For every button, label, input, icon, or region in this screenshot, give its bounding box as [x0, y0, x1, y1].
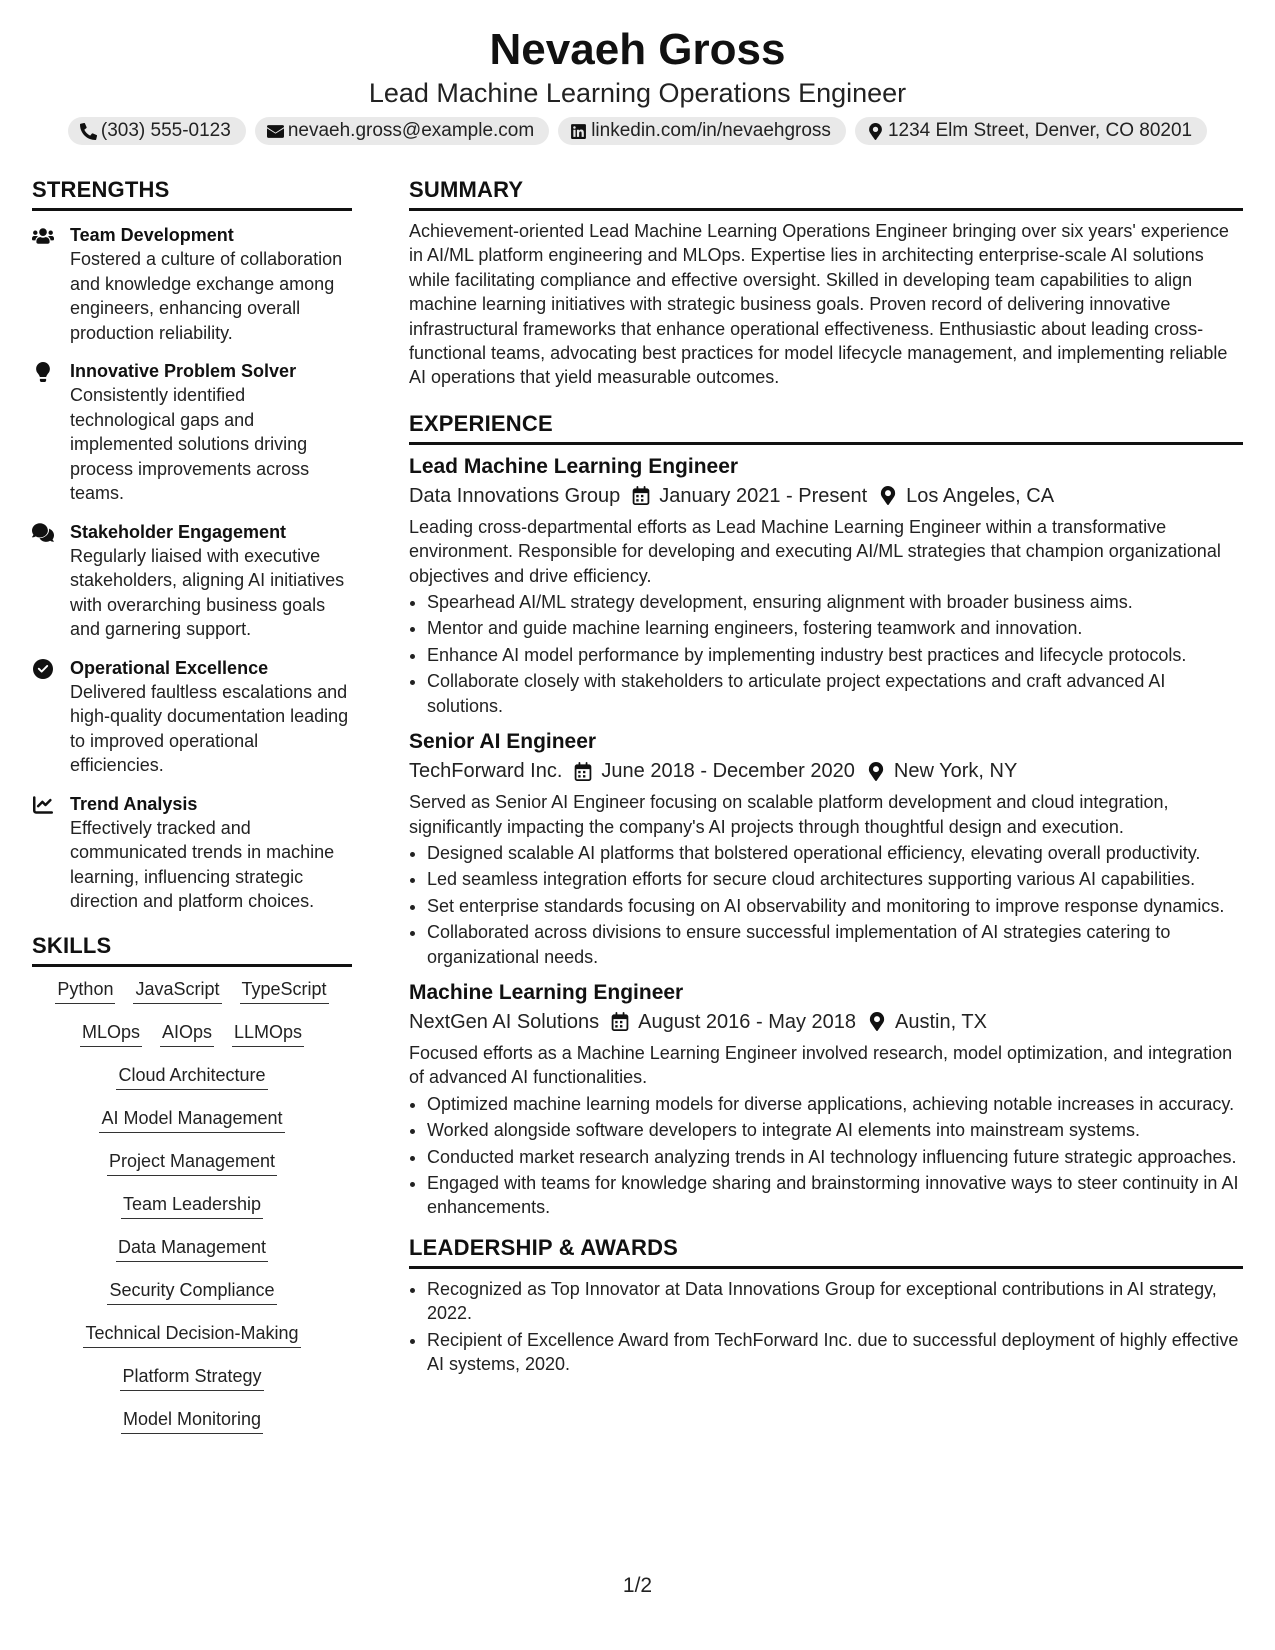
candidate-title: Lead Machine Learning Operations Engineer: [368, 78, 907, 108]
job-bullet: • Engaged with teams for knowledge sharing and brainstorming innovative ways to steer continuity in AI enhancements.: [427, 1171, 1243, 1220]
strength-item: [32, 359, 352, 506]
job-description: Leading cross-departmental efforts as Lead Machine Learning Engineer within a transformative environment. Responsible for developing and executing AI/ML strategies that champion organizational objectives and drive efficiency.: [409, 516, 1221, 586]
job-dates: June 2018 - December 2020: [601, 760, 855, 783]
map-pin-icon: [868, 1012, 886, 1031]
map-pin-icon: [867, 762, 885, 781]
skill-tag: Team Leadership: [121, 1192, 263, 1219]
skills-heading: SKILLS: [32, 932, 352, 967]
skill-tag: Python: [55, 977, 115, 1004]
job-location: New York, NY: [893, 760, 1018, 783]
skill-tag: Technical Decision-Making: [83, 1321, 300, 1348]
skill-tag: Data Management: [116, 1235, 268, 1262]
job-bullet: • Set enterprise standards focusing on AI observability and monitoring to improve response dynamics.: [427, 894, 1243, 918]
calendar-icon: [611, 1012, 629, 1031]
skill-tag: Security Compliance: [107, 1278, 276, 1305]
awards-heading: LEADERSHIP & AWARDS: [409, 1234, 1243, 1269]
check-circle-icon: [32, 659, 54, 679]
strength-item: [32, 520, 352, 642]
job-location: Austin, TX: [895, 1010, 987, 1033]
calendar-icon: [574, 762, 592, 781]
job-description: Served as Senior AI Engineer focusing on scalable platform development and cloud integration, significantly impacting the company's AI projects through thoughtful design and execution.: [409, 792, 1169, 837]
job-bullet: • Designed scalable AI platforms that bolstered operational efficiency, elevating overall productivity.: [427, 841, 1243, 865]
job-description: Focused efforts as a Machine Learning Engineer involved research, model optimization, and integration of advanced AI functionalities.: [409, 1042, 1233, 1088]
strengths-list: [32, 223, 352, 914]
job-company: TechForward Inc.: [409, 760, 563, 783]
strength-title: Team Development: [70, 225, 234, 245]
job-dates: August 2016 - May 2018: [638, 1010, 857, 1033]
skill-tag: Model Monitoring: [121, 1407, 263, 1434]
job-title: Senior AI Engineer: [409, 730, 597, 754]
job-company: NextGen AI Solutions: [409, 1010, 600, 1033]
contact-phone-text: (303) 555-0123: [100, 120, 231, 141]
job-bullet: • Led seamless integration efforts for secure cloud architectures supporting various AI capabilities.: [427, 867, 1243, 891]
summary-heading: SUMMARY: [409, 176, 1243, 211]
skill-tag: Cloud Architecture: [116, 1063, 267, 1090]
comments-icon: [32, 523, 54, 543]
resume-header: [0, 0, 1275, 145]
users-icon: [32, 226, 54, 246]
chart-line-icon: [32, 795, 54, 815]
skill-tag: LLMOps: [232, 1020, 304, 1047]
skill-tag: JavaScript: [133, 977, 221, 1004]
strength-item: [32, 656, 352, 778]
skill-tag: TypeScript: [240, 977, 329, 1004]
strength-title: Trend Analysis: [70, 793, 198, 814]
strengths-heading: STRENGTHS: [32, 176, 352, 211]
strength-title: Innovative Problem Solver: [70, 361, 297, 381]
job-meta: [409, 756, 1243, 786]
job-bullet: • Optimized machine learning models for diverse applications, achieving notable increases in accuracy.: [427, 1092, 1243, 1116]
job-bullet: • Collaborate closely with stakeholders to articulate project expectations and craft advanced AI solutions.: [427, 669, 1243, 718]
calendar-icon: [632, 486, 650, 505]
skill-tag: AIOps: [160, 1020, 214, 1047]
map-pin-icon: [879, 486, 897, 505]
contact-email[interactable]: [255, 117, 549, 145]
award-item: • Recipient of Excellence Award from TechForward Inc. due to successful deployment of highly effective AI systems, 2020.: [427, 1328, 1243, 1377]
strength-title: Operational Excellence: [70, 657, 269, 678]
strength-text: Effectively tracked and communicated trends in machine learning, influencing strategic direction and platform choices.: [70, 817, 335, 911]
job-entry: [409, 728, 1243, 969]
contact-address: [855, 117, 1207, 145]
envelope-icon: [267, 123, 284, 140]
experience-heading: EXPERIENCE: [409, 410, 1243, 445]
left-column: [32, 176, 352, 1450]
phone-icon: [80, 123, 97, 140]
job-bullet: • Enhance AI model performance by implementing industry best practices and lifecycle protocols.: [427, 643, 1243, 667]
contact-phone[interactable]: [68, 117, 246, 145]
right-column: [409, 176, 1243, 1450]
strength-item: [32, 792, 352, 914]
job-bullet: • Conducted market research analyzing trends in AI technology influencing future strategic approaches.: [427, 1145, 1243, 1169]
job-meta: [409, 1007, 1243, 1037]
skills-list: [32, 977, 352, 1434]
contact-email-text: nevaeh.gross@example.com: [287, 120, 535, 141]
job-bullets: [409, 590, 1243, 718]
skill-tag: AI Model Management: [99, 1106, 284, 1133]
award-item: • Recognized as Top Innovator at Data Innovations Group for exceptional contributions in AI strategy, 2022.: [427, 1277, 1243, 1326]
job-dates: January 2021 - Present: [659, 484, 868, 507]
strength-item: [32, 223, 352, 345]
strength-title: Stakeholder Engagement: [70, 521, 287, 542]
skill-tag: MLOps: [80, 1020, 142, 1047]
job-entry: [409, 979, 1243, 1220]
job-bullet: • Mentor and guide machine learning engineers, fostering teamwork and innovation.: [427, 616, 1243, 640]
summary-text: Achievement-oriented Lead Machine Learning Operations Engineer bringing over six years' experience in AI/ML platform engineering and MLOps. Expertise lies in architecting enterprise-scale AI solutions while facilitating compliance and effective oversight. Skilled in developing team capabilities to align machine learning initiatives with strategic business goals. Proven record of delivering innovative infrastructural frameworks that enhance operational effectiveness. Enthusiastic about leading cross-functional teams, advocating best practices for model lifecycle management, and implementing reliable AI operations that yield measurable outcomes.: [409, 221, 1229, 388]
job-title: Lead Machine Learning Engineer: [409, 454, 739, 478]
job-company: Data Innovations Group: [409, 484, 621, 507]
strength-text: Consistently identified technological gaps and implemented solutions driving process improvements across teams.: [70, 385, 310, 503]
strength-text: Regularly liaised with executive stakeholders, aligning AI initiatives with overarching business goals and garnering support.: [70, 545, 345, 639]
candidate-name: Nevaeh Gross: [489, 25, 786, 74]
job-entry: [409, 453, 1243, 718]
job-title: Machine Learning Engineer: [409, 980, 684, 1004]
lightbulb-icon: [32, 362, 54, 382]
map-pin-icon: [867, 123, 884, 140]
strength-text: Fostered a culture of collaboration and knowledge exchange among engineers, enhancing overall production reliability.: [70, 249, 343, 343]
contact-bar: [0, 117, 1275, 145]
resume-body: [32, 176, 1243, 1450]
skill-tag: Platform Strategy: [120, 1364, 263, 1391]
strength-text: Delivered faultless escalations and high-quality documentation leading to improved operational efficiencies.: [70, 681, 349, 775]
job-bullet: • Collaborated across divisions to ensure successful implementation of AI strategies catering to organizational needs.: [427, 920, 1243, 969]
contact-address-text: 1234 Elm Street, Denver, CO 80201: [887, 120, 1193, 141]
awards-list: [409, 1277, 1243, 1377]
job-bullets: [409, 841, 1243, 969]
skill-tag: Project Management: [107, 1149, 277, 1176]
page-number: 1/2: [622, 1574, 653, 1597]
job-bullets: [409, 1092, 1243, 1220]
job-bullet: • Worked alongside software developers to integrate AI elements into mainstream systems.: [427, 1118, 1243, 1142]
job-bullet: • Spearhead AI/ML strategy development, ensuring alignment with broader business aims.: [427, 590, 1243, 614]
contact-linkedin-text: linkedin.com/in/nevaehgross: [591, 120, 831, 141]
job-meta: [409, 481, 1243, 511]
linkedin-icon: [570, 123, 587, 140]
contact-linkedin[interactable]: [558, 117, 846, 145]
job-location: Los Angeles, CA: [906, 484, 1055, 507]
